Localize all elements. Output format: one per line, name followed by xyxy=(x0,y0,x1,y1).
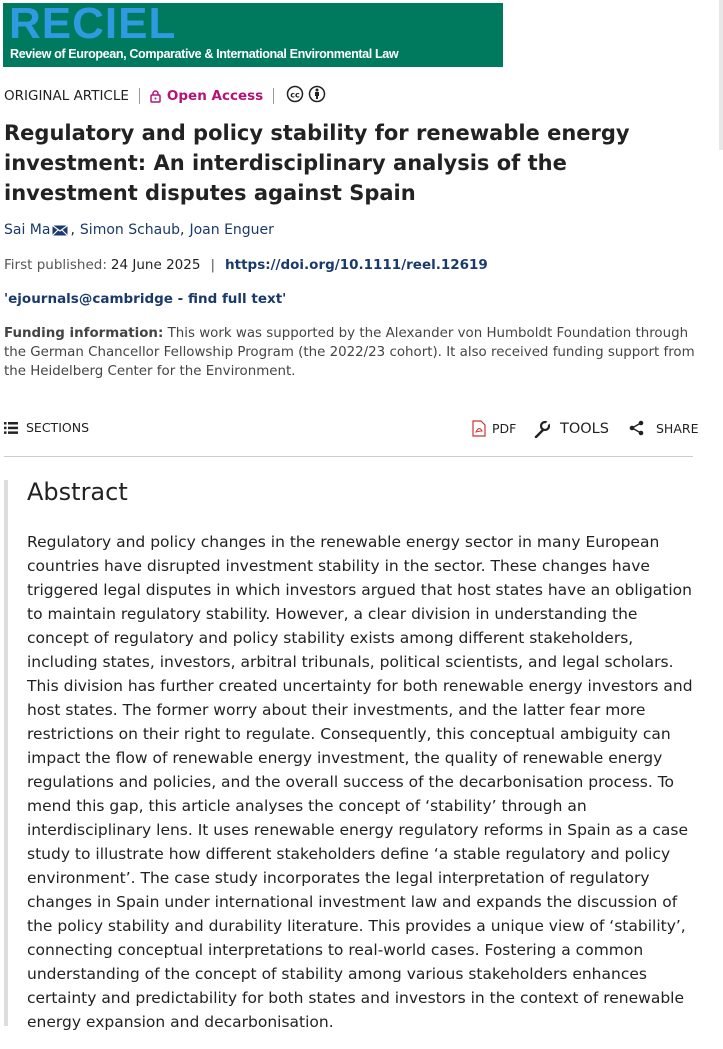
license-icons[interactable] xyxy=(286,85,330,107)
publication-info xyxy=(4,257,488,273)
funding-text: This work was supported by the Alexander von Humboldt Foundation through the German Chancellor Fellowship Program (the 2022/23 cohort). It also received funding support from the Heidelberg Center for the Environment. xyxy=(4,326,695,379)
separator: | xyxy=(210,257,216,273)
journal-logo: RECIEL xyxy=(9,3,177,48)
lock-icon xyxy=(150,90,161,103)
author-separator: , xyxy=(70,222,75,238)
sections-label: SECTIONS xyxy=(26,420,90,435)
journal-banner[interactable] xyxy=(3,3,503,67)
share-button[interactable] xyxy=(629,420,698,436)
article-type: ORIGINAL ARTICLE xyxy=(4,88,129,104)
creative-commons-icon[interactable] xyxy=(286,85,304,107)
article-title: Regulatory and policy stability for renewable energy investment: An interdisciplinary analysis of the investment disputes against Spain xyxy=(4,121,630,205)
divider xyxy=(4,456,693,457)
author-link[interactable]: Joan Enguer xyxy=(189,222,274,238)
share-label: SHARE xyxy=(656,420,699,436)
svg-text:cc: cc xyxy=(290,90,300,100)
divider xyxy=(139,88,140,104)
author-link[interactable]: Simon Schaub xyxy=(79,222,181,238)
full-text-link[interactable]: 'ejournals@cambridge - find full text' xyxy=(4,291,287,307)
author-list xyxy=(4,222,274,238)
abstract-paragraph: Regulatory and policy changes in the renewable energy sector in many European countries have disrupted investment stability in the sector. These changes have triggered legal disputes in which investors argued that host states have an obligation to maintain regulatory stability. However, a clear division in understanding the concept of regulatory and policy stability exists among different stakeholders, including states, investors, arbitral tribunals, political scientists, and legal scholars. This division has further created uncertainty for both renewable energy investors and host states. The former worry about their investments, and the latter fear more restrictions on their right to regulate. Consequently, this conceptual ambiguity can impact the flow of renewable energy investment, the quality of renewable energy regulations and policies, and the overall success of the decarbonisation process. To mend this gap, this article analyses the concept of ‘stability’ through an interdisciplinary lens. It uses renewable energy regulatory reforms in Spain as a case study to illustrate how different stakeholders define ‘a stable regulatory and policy environment’. The case study incorporates the legal interpretation of regulatory changes in Spain under international investment law and expands the discussion of the policy stability and durability literature. This provides a unique view of ‘stability’, connecting conceptual interpretations to real-world cases. Fostering a common understanding of the concept of stability among various stakeholders enhances certainty and predictability for both states and investors in the context of renewable energy expansion and decarbonisation. xyxy=(27,533,693,1031)
pdf-button[interactable] xyxy=(472,420,516,437)
envelope-icon[interactable] xyxy=(52,225,68,236)
abstract-sidebar-line xyxy=(4,480,8,1026)
abstract-body xyxy=(27,530,695,1034)
wrench-icon xyxy=(533,420,551,438)
divider xyxy=(273,88,274,104)
article-meta-row xyxy=(4,86,330,106)
open-access-label: Open Access xyxy=(166,88,264,104)
published-label: First published: xyxy=(4,257,107,273)
author-link[interactable]: Sai Ma xyxy=(4,222,51,238)
open-access-badge[interactable] xyxy=(150,88,263,104)
funding-information xyxy=(4,324,704,381)
scrollbar[interactable] xyxy=(719,0,723,150)
tools-button[interactable] xyxy=(533,420,609,438)
attribution-icon[interactable] xyxy=(308,85,326,107)
published-date: 24 June 2025 xyxy=(110,257,201,273)
list-icon xyxy=(4,422,18,434)
tools-label: TOOLS xyxy=(560,421,609,437)
article-toolbar xyxy=(0,414,699,444)
abstract-heading: Abstract xyxy=(27,478,128,506)
author-separator: , xyxy=(180,222,185,238)
sections-button[interactable] xyxy=(4,420,89,435)
funding-label: Funding information: xyxy=(4,326,164,341)
doi-link[interactable]: https://doi.org/10.1111/reel.12619 xyxy=(225,257,488,273)
pdf-label: PDF xyxy=(492,421,517,436)
journal-subtitle: Review of European, Comparative & International Environmental Law xyxy=(10,47,399,61)
pdf-icon xyxy=(472,420,486,437)
share-icon xyxy=(629,420,644,436)
